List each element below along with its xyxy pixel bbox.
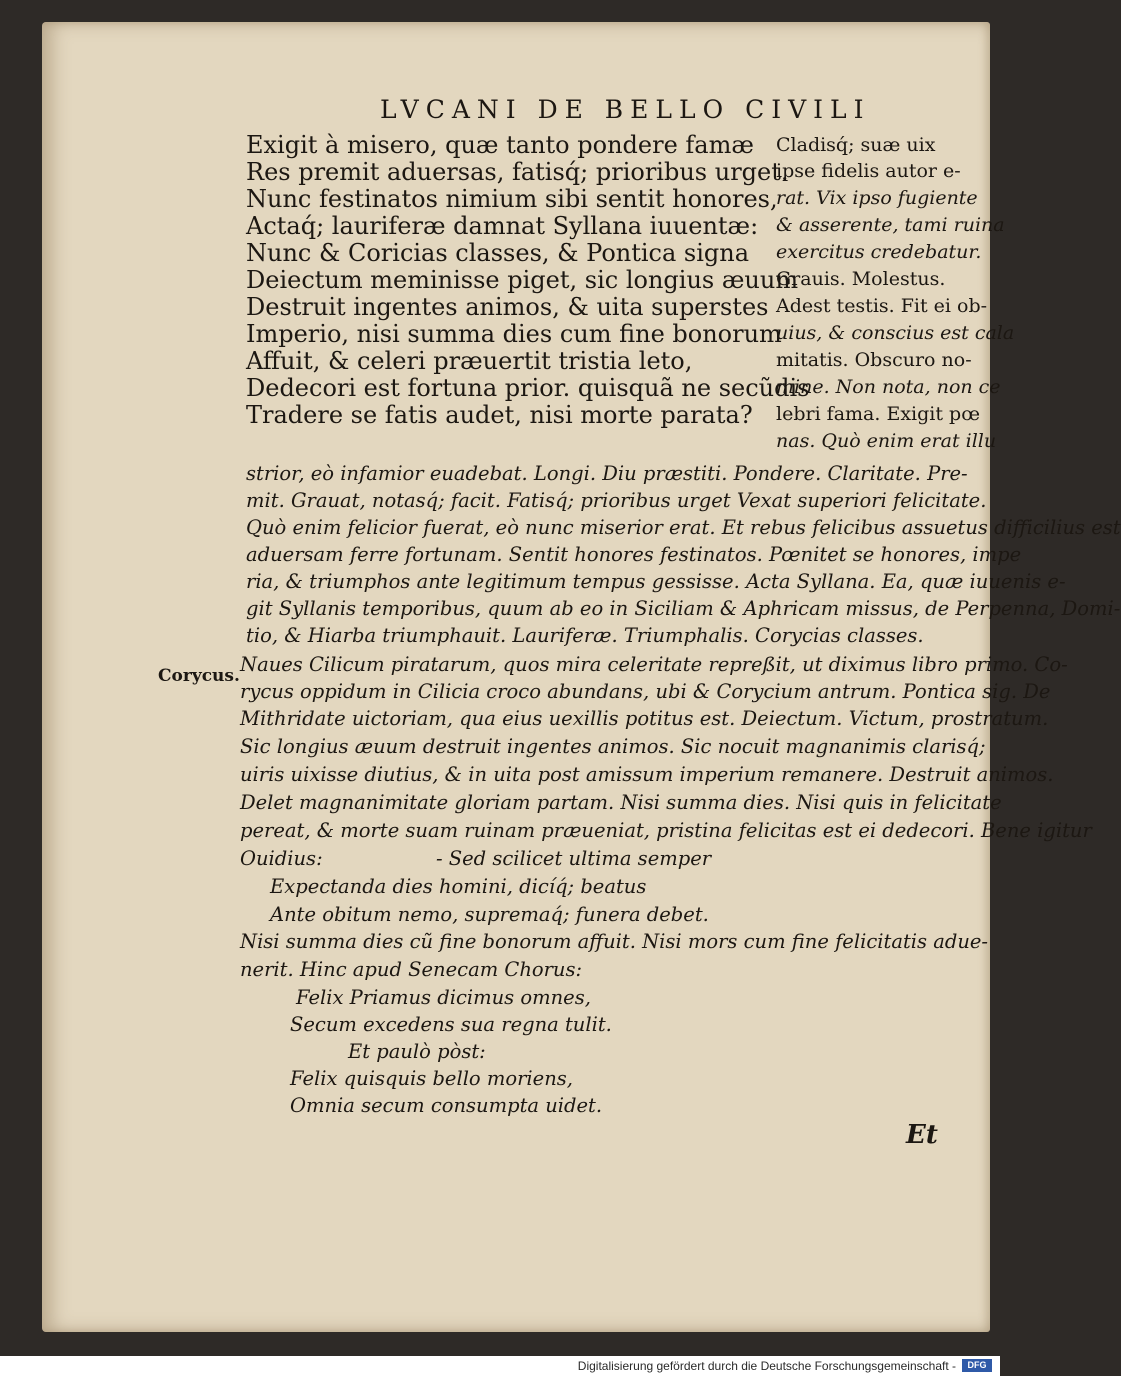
side-gloss-line: mitatis. Obscuro no- [776, 349, 972, 371]
commentary-line: git Syllanis temporibus, quum ab eo in Siciliam & Aphricam missus, de Perpenna, Domi- [246, 597, 1121, 620]
verse-line: Res premit aduersas, fatisq́; prioribus urget. [246, 158, 789, 186]
side-gloss-line: uius, & conscius est cala [776, 322, 1015, 344]
catchword: Et [906, 1120, 938, 1150]
commentary-line: mit. Grauat, notasq́; facit. Fatisq́; prioribus urget Vexat superiori felicitate. [246, 489, 987, 512]
quotation-line: Et paulò pòst: [348, 1040, 486, 1063]
side-gloss-line: Adest testis. Fit ei ob- [776, 295, 988, 317]
quotation-line: Felix Priamus dicimus omnes, [296, 986, 591, 1009]
verse-line: Tradere se fatis audet, nisi morte parata? [246, 401, 753, 429]
commentary-line: Quò enim felicior fuerat, eò nunc miserior erat. Et rebus felicibus assuetus difficilius est [246, 516, 1121, 539]
side-gloss-line: ipse fidelis autor e- [776, 160, 961, 182]
verse-line: Deiectum meminisse piget, sic longius æuum [246, 266, 799, 294]
side-gloss-line: lebri fama. Exigit pœ [776, 403, 980, 425]
quotation-line: Secum excedens sua regna tulit. [290, 1013, 612, 1036]
footer-text: Digitalisierung gefördert durch die Deutsche Forschungsgemeinschaft - [577, 1359, 956, 1373]
commentary-line: Nisi summa dies cũ fine bonorum affuit. Nisi mors cum fine felicitatis adue- [240, 930, 989, 953]
commentary-line: Delet magnanimitate gloriam partam. Nisi summa dies. Nisi quis in felicitate [240, 791, 1002, 814]
commentary-line: uiris uixisse diutius, & in uita post amissum imperium remanere. Destruit animos. [240, 763, 1054, 786]
quotation-line: - Sed scilicet ultima semper [436, 847, 712, 870]
commentary-line: Naues Cilicum piratarum, quos mira celeritate repreßit, ut diximus libro primo. Co- [240, 653, 1068, 676]
commentary-line: pereat, & morte suam ruinam præueniat, pristina felicitas est ei dedecori. Bene igitur [240, 819, 1092, 842]
margin-note: Corycus. [158, 666, 240, 686]
commentary-line: ria, & triumphos ante legitimum tempus gessisse. Acta Syllana. Ea, quæ iuuenis e- [246, 570, 1066, 593]
side-gloss-line: nas. Quò enim erat illu [776, 430, 997, 452]
side-gloss-line: Cladisq́; suæ uix [776, 134, 936, 156]
side-gloss-line: & asserente, tami ruina [776, 214, 1005, 236]
verse-line: Nunc & Coricias classes, & Pontica signa [246, 239, 750, 267]
verse-line: Nunc festinatos nimium sibi sentit honores, [246, 185, 778, 213]
quotation-line: Omnia secum consumpta uidet. [290, 1094, 603, 1117]
verse-line: Affuit, & celeri præuertit tristia leto, [246, 347, 693, 375]
commentary-line: tio, & Hiarba triumphauit. Lauriferæ. Triumphalis. Corycias classes. [246, 624, 924, 647]
quotation-line: Ante obitum nemo, supremaq́; funera debet. [270, 903, 709, 926]
side-gloss-line: rat. Vix ipso fugiente [776, 187, 978, 209]
verse-line: Destruit ingentes animos, & uita superstes [246, 293, 769, 321]
commentary-line: Ouidius: [240, 847, 323, 870]
commentary-line: aduersam ferre fortunam. Sentit honores festinatos. Pœnitet se honores, impe [246, 543, 1022, 566]
commentary-line: nerit. Hinc apud Senecam Chorus: [240, 958, 583, 981]
digitization-footer [0, 1356, 1000, 1376]
verse-line: Dedecori est fortuna prior. quisquã ne secũdis [246, 374, 810, 402]
quotation-line: Felix quisquis bello moriens, [290, 1067, 573, 1090]
quotation-line: Expectanda dies homini, dicíq́; beatus [270, 875, 647, 898]
dfg-logo: DFG [962, 1359, 992, 1372]
verse-line: Imperio, nisi summa dies cum fine bonorum [246, 320, 782, 348]
running-title: LVCANI DE BELLO CIVILI [380, 95, 871, 124]
side-gloss-line: Grauis. Molestus. [776, 268, 946, 290]
commentary-line: Sic longius æuum destruit ingentes animos. Sic nocuit magnanimis clarisq́; [240, 735, 986, 758]
verse-line: Actaq́; lauriferæ damnat Syllana iuuentæ: [246, 212, 759, 240]
side-gloss-line: mine. Non nota, non ce [776, 376, 1001, 398]
commentary-line: Mithridate uictoriam, qua eius uexillis potitus est. Deiectum. Victum, prostratum. [240, 707, 1049, 730]
commentary-line: rycus oppidum in Cilicia croco abundans, ubi & Corycium antrum. Pontica sig. De [240, 680, 1051, 703]
side-gloss-line: exercitus credebatur. [776, 241, 982, 263]
commentary-line: strior, eò infamior euadebat. Longi. Diu præstiti. Pondere. Claritate. Pre- [246, 462, 968, 485]
verse-line: Exigit à misero, quæ tanto pondere famæ [246, 131, 754, 159]
